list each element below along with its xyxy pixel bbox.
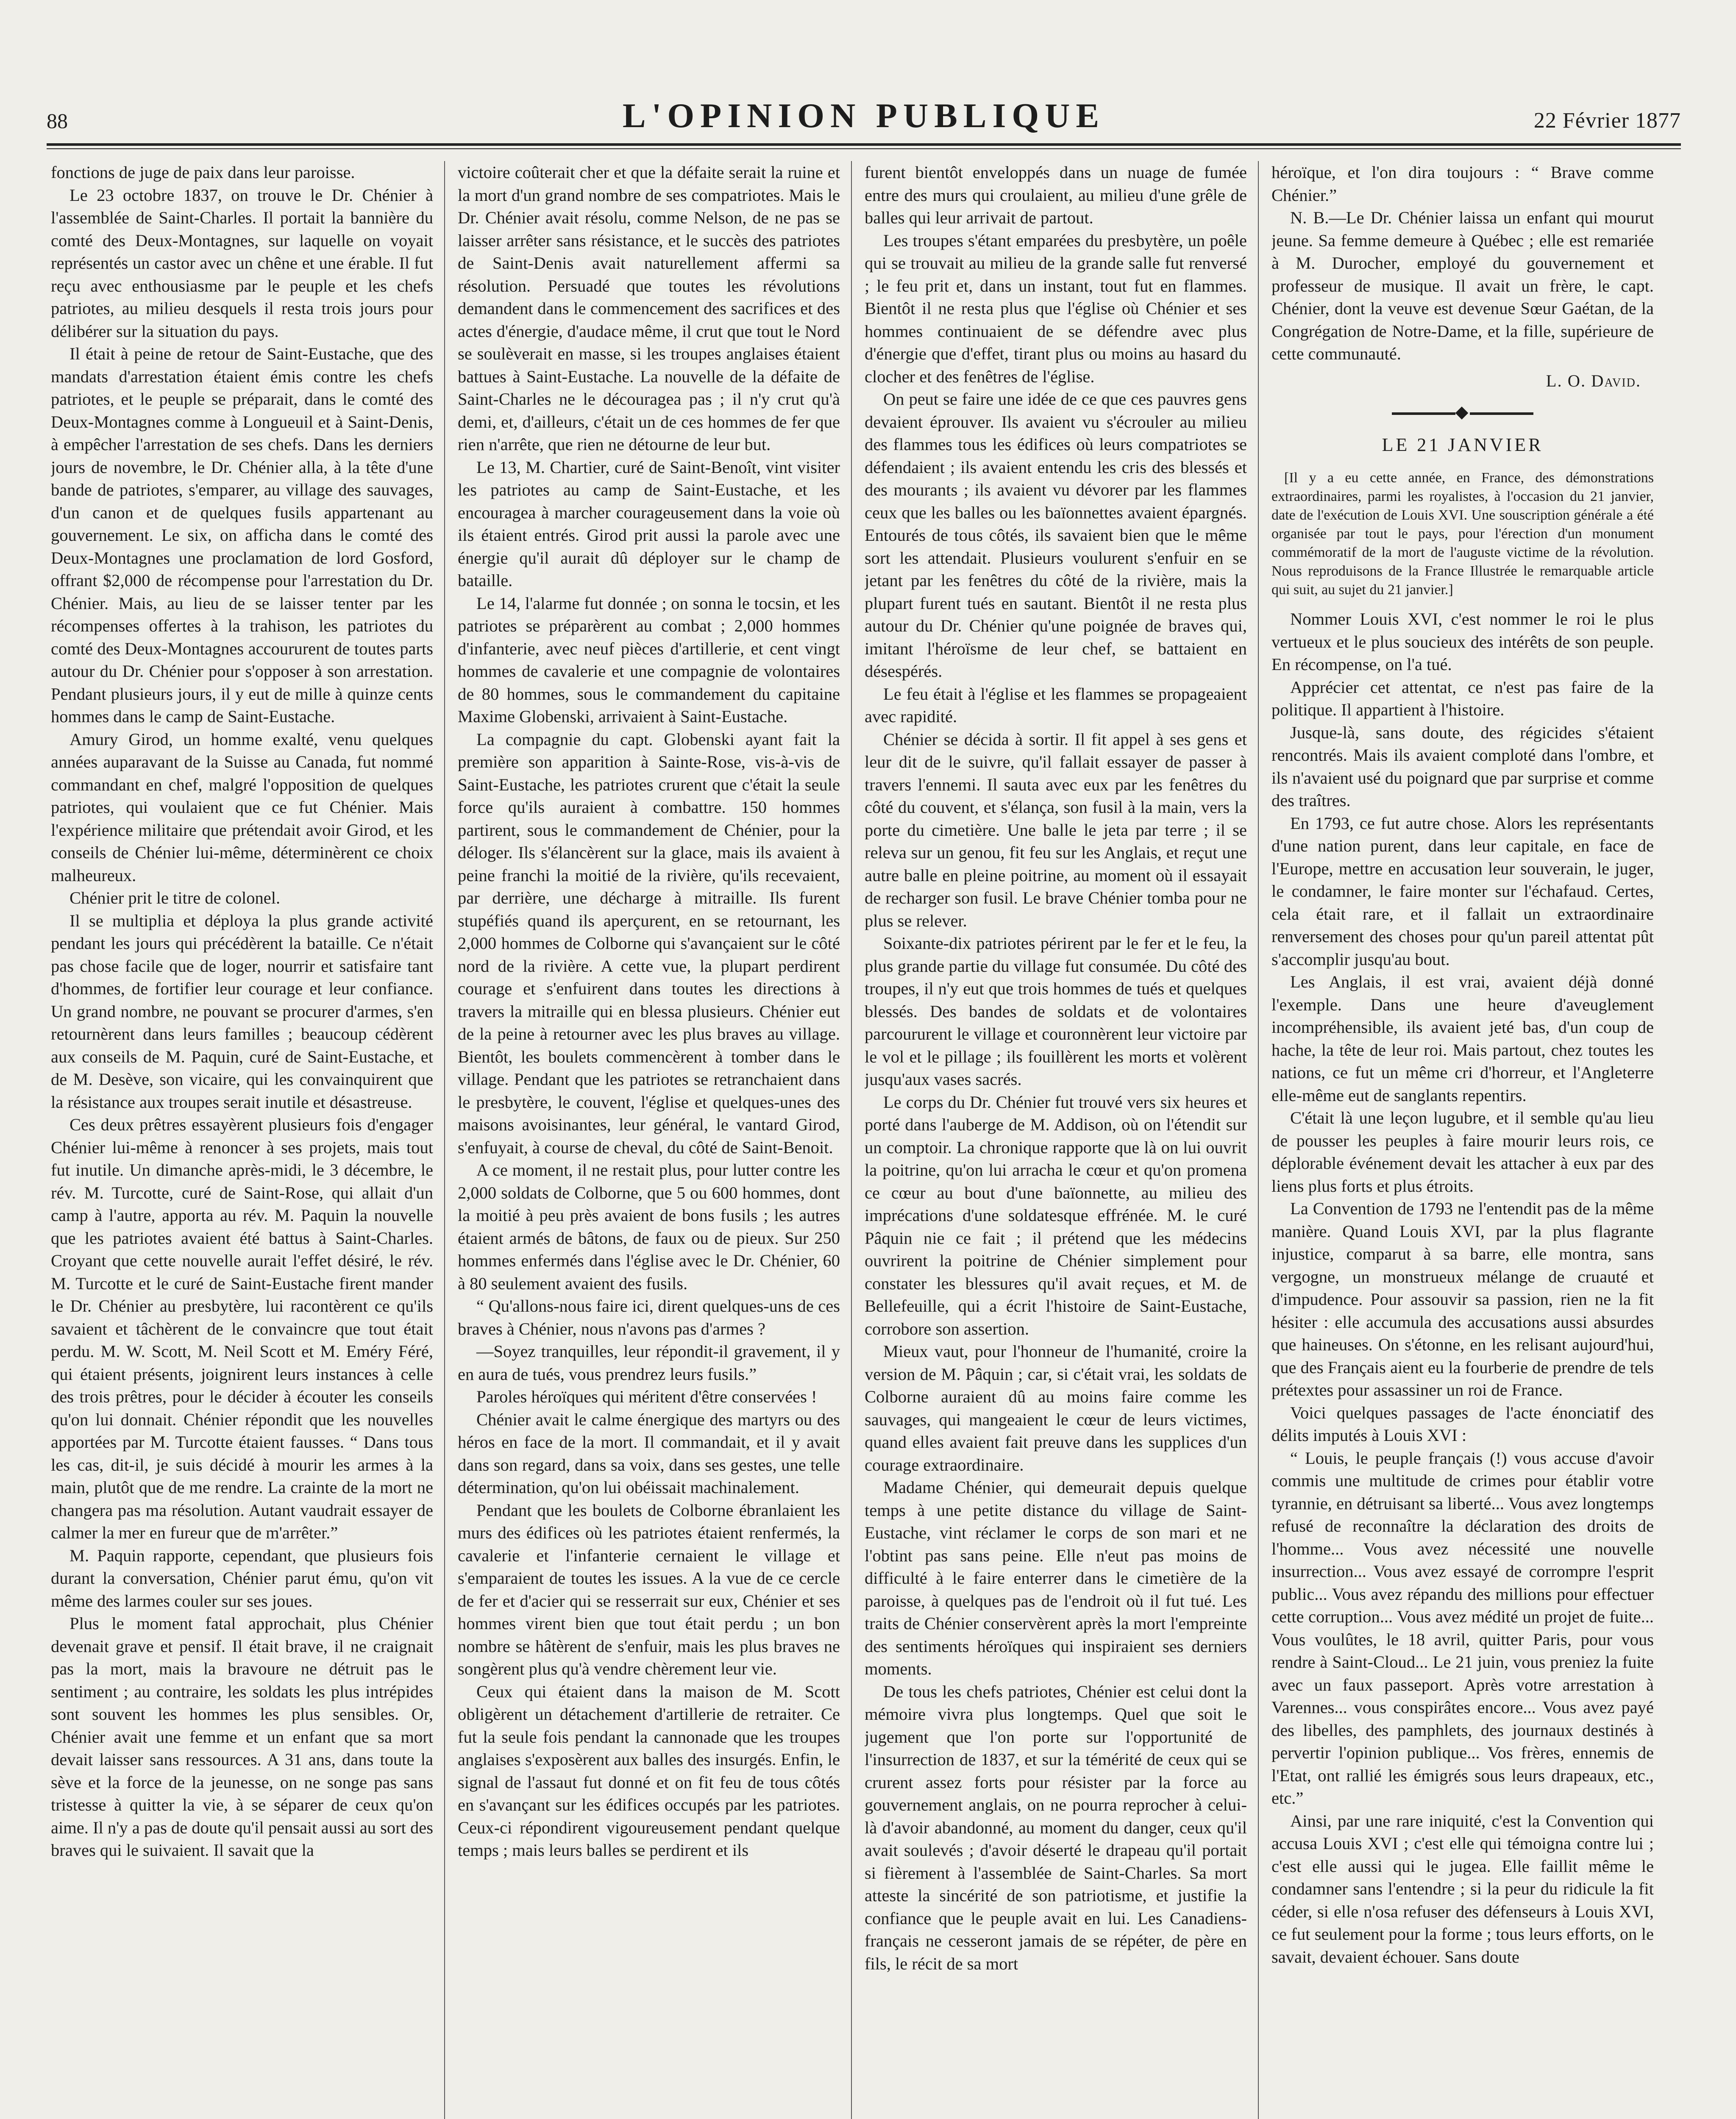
- masthead-title: L'OPINION PUBLIQUE: [622, 96, 1105, 135]
- author-signature: L. O. David.: [1546, 371, 1641, 390]
- paragraph: —Soyez tranquilles, leur répondit-il gravement, il y en aura de tués, vous prendrez leurs fusils.”: [458, 1342, 840, 1384]
- paragraph: M. Paquin rapporte, cependant, que plusieurs fois durant la conversation, Chénier parut ému, qu'on vit même des larmes couler sur ses joues.: [51, 1546, 433, 1610]
- paragraph: Ceux qui étaient dans la maison de M. Scott obligèrent un détachement d'artillerie de retraiter. Ce fut la seule fois pendant la cannonade que les troupes anglaises s'exposèrent aux balles des insurgés. Enfin, le signal de l'assaut fut donné et on fit feu de tous côtés en s'avançant sur les édifices occupés par les patriotes. Ceux-ci répondirent vigoureusement pendant quelque temps ; mais leurs balles se perdirent et ils: [458, 1682, 840, 1860]
- paragraph: “ Qu'allons-nous faire ici, dirent quelques-uns de ces braves à Chénier, nous n'avons pas d'armes ?: [458, 1296, 840, 1338]
- paragraph: Chénier se décida à sortir. Il fit appel à ses gens et leur dit de le suivre, qu'il fallait essayer de passer à travers l'ennemi. Il sauta avec eux par les fenêtres du côté du couvent, et s'élança, son fusil à la main, vers la porte du cimetière. Une balle le jeta par terre ; il se releva sur un genou, fit feu sur les Anglais, et reçut une autre balle en pleine poitrine, au moment où il essayait de recharger son fusil. Le brave Chénier tomba pour ne plus se relever.: [865, 729, 1247, 930]
- page-number: 88: [47, 109, 68, 133]
- editor-note-text: [Il y a eu cette année, en France, des démonstrations extraordinaires, parmi les royalistes, à l'occasion du 21 janvier, date de l'exécution de Louis XVI. Une souscription générale a été organisée par tout le pays, pour l'érection d'un monument commémoratif de la mort de l'auguste victime de la révolution. Nous reproduisons de la France Illustrée le remarquable article qui suit, au sujet du 21 janvier.]: [1271, 470, 1654, 598]
- paragraph: Il était à peine de retour de Saint-Eustache, que des mandats d'arrestation étaient émis contre les chefs patriotes, et le peuple se préparait, dans le comté des Deux-Montagnes comme à Longueuil et à Saint-Denis, à empêcher l'arrestation de ses chefs. Dans les derniers jours de novembre, le Dr. Chénier alla, à la tête d'une bande de patriotes, s'emparer, au village des sauvages, d'un canon et de quelques fusils appartenant au gouvernement. Le six, on afficha dans le comté des Deux-Montagnes une proclamation de lord Gosford, offrant $2,000 de récompense pour l'arrestation du Dr. Chénier. Mais, au lieu de se laisser tenter par les récompenses offertes à la trahison, les patriotes du comté des Deux-Montagnes accoururent de toutes parts autour du Dr. Chénier pour s'opposer à son arrestation. Pendant plusieurs jours, il y eut de mille à quinze cents hommes dans le camp de Saint-Eustache.: [51, 344, 433, 726]
- section-ornament: ◆: [1271, 400, 1654, 423]
- paragraph: Le feu était à l'église et les flammes se propageaient avec rapidité.: [865, 684, 1247, 726]
- paragraph: Les Anglais, il est vrai, avaient déjà donné l'exemple. Dans une heure d'aveuglement incompréhensible, ils avaient jeté bas, d'un coup de hache, la tête de leur roi. Mais partout, chez toutes les nations, ce fut un même cri d'horreur, et l'Angleterre elle-même eut de sanglants repentirs.: [1271, 972, 1654, 1105]
- editor-note: [1271, 469, 1654, 599]
- paragraph: Apprécier cet attentat, ce n'est pas faire de la politique. Il appartient à l'histoire.: [1271, 677, 1654, 719]
- paragraph: La compagnie du capt. Globenski ayant fait la première son apparition à Sainte-Rose, vis-à-vis de Saint-Eustache, les patriotes crurent que c'était la seule force qu'ils auraient à combattre. 150 hommes partirent, sous le commandement de Chénier, pour la déloger. Ils s'élancèrent sur la glace, mais ils avaient à peine franchi la moitié de la rivière, qu'ils recevaient, par derrière, une décharge à mitraille. Ils furent stupéfiés quand ils aperçurent, en se retournant, les 2,000 hommes de Colborne qui s'avançaient sur le côté nord de la rivière. A cette vue, la plupart perdirent courage et s'enfuirent dans toutes les directions à travers la mitraille qui en blessa plusieurs. Chénier eut de la peine à retourner avec les plus braves au village. Bientôt, les boulets commencèrent à tomber dans le village. Pendant que les patriotes se retranchaient dans le presbytère, le couvent, l'église et quelques-unes des maisons avoisinantes, leur général, le vantard Girod, s'enfuyait, à course de cheval, du côté de Saint-Benoit.: [458, 729, 840, 1157]
- paragraph: Nommer Louis XVI, c'est nommer le roi le plus vertueux et le plus soucieux des intérêts de son peuple. En récompense, on l'a tué.: [1271, 609, 1654, 674]
- page-header: [47, 89, 1681, 136]
- section-title: LE 21 JANVIER: [1382, 434, 1544, 455]
- paragraph: Jusque-là, sans doute, des régicides s'étaient rencontrés. Mais ils avaient comploté dans l'ombre, et ils n'avaient usé du poignard que par surprise et comme des traîtres.: [1271, 723, 1654, 810]
- header-rule: [47, 143, 1681, 146]
- column-2: [458, 161, 840, 2119]
- paragraph: En 1793, ce fut autre chose. Alors les représentants d'une nation purent, dans leur capitale, en face de l'Europe, mettre en accusation leur souverain, le juger, le condamner, le faire monter sur l'échafaud. Certes, cela était rare, et il fallait un extraordinaire renversement des choses pour qu'un pareil attentat pût s'accomplir jusqu'au bout.: [1271, 813, 1654, 969]
- paragraph: Voici quelques passages de l'acte énonciatif des délits imputés à Louis XVI :: [1271, 1403, 1654, 1445]
- paragraph: La Convention de 1793 ne l'entendit pas de la même manière. Quand Louis XVI, par la plus flagrante injustice, comparut à sa barre, elle montra, sans vergogne, un monstrueux mélange de cruauté et d'impudence. Pour assouvir sa passion, rien ne la fit hésiter : elle accumula des accusations aussi absurdes que haineuses. On s'étonne, en les relisant aujourd'hui, que des Français aient eu la fourberie de prendre de tels prétextes pour assassiner un roi de France.: [1271, 1199, 1654, 1399]
- paragraph: Ainsi, par une rare iniquité, c'est la Convention qui accusa Louis XVI ; c'est elle qui témoigna contre lui ; c'est elle aussi qui le jugea. Elle faillit même le condamner sans l'entendre ; si la peur du ridicule la fit céder, si elle n'osa refuser des défenseurs à Louis XVI, ce fut seulement pour la forme ; tous leurs efforts, on le savait, devaient échouer. Sans doute: [1271, 1811, 1654, 1966]
- paragraph: Amury Girod, un homme exalté, venu quelques années auparavant de la Suisse au Canada, fut nommé commandant en chef, malgré l'opposition de quelques patriotes, qui voulaient que ce fut Chénier. Mais l'expérience militaire que prétendait avoir Girod, et les conseils de Chénier lui-même, déterminèrent ce choix malheureux.: [51, 729, 433, 885]
- column-divider: [1258, 161, 1259, 2119]
- paragraph: héroïque, et l'on dira toujours : “ Brave comme Chénier.”: [1271, 163, 1654, 205]
- paragraph: Le corps du Dr. Chénier fut trouvé vers six heures et porté dans l'auberge de M. Addison, où on l'étendit sur un comptoir. La chronique rapporte que là on lui ouvrit la poitrine, qu'on lui arracha le cœur et qu'on promena ce cœur au bout d'une baïonnette, au milieu des imprécations d'une soldatesque effrénée. M. le curé Pâquin nie ce fait ; il prétend que les médecins ouvrirent la poitrine de Chénier simplement pour constater les blessures qu'il avait reçues, et M. de Bellefeuille, qui a écrit l'histoire de Saint-Eustache, corrobore son assertion.: [865, 1092, 1247, 1338]
- paragraph: Les troupes s'étant emparées du presbytère, un poêle qui se trouvait au milieu de la grande salle fut renversé ; le feu prit et, dans un instant, tout fut en flammes. Bientôt il ne resta plus que l'église où Chénier et ses hommes continuaient de se défendre avec plus d'énergie que d'effet, tirant plus ou moins au hasard du clocher et des fenêtres de l'église.: [865, 231, 1247, 386]
- paragraph: Chénier avait le calme énergique des martyrs ou des héros en face de la mort. Il commandait, et il y avait dans son regard, dans sa voix, dans ses gestes, une telle détermination, qu'on lui obéissait machinalement.: [458, 1410, 840, 1497]
- column-3: [865, 161, 1247, 2119]
- column-divider: [444, 161, 445, 2119]
- header-rule-thin: [47, 148, 1681, 149]
- paragraph: N. B.—Le Dr. Chénier laissa un enfant qui mourut jeune. Sa femme demeure à Québec ; elle est remariée à M. Durocher, employé du gouvernement et professeur de musique. Il avait un frère, le capt. Chénier, dont la veuve est devenue Sœur Gaétan, de la Congrégation de Notre-Dame, et la fille, supérieure de cette communauté.: [1271, 208, 1654, 363]
- paragraph: Ces deux prêtres essayèrent plusieurs fois d'engager Chénier lui-même à renoncer à ses projets, mais tout fut inutile. Un dimanche après-midi, le 3 décembre, le rév. M. Turcotte, curé de Saint-Rose, qui allait d'un camp à l'autre, apporta au rév. M. Paquin la nouvelle que les patriotes avaient été battus à Saint-Charles. Croyant que cette nouvelle aurait l'effet désiré, le rév. M. Turcotte et le curé de Saint-Eustache firent mander le Dr. Chénier au presbytère, lui racontèrent ce qu'ils savaient et tâchèrent de le convaincre que tout était perdu. M. W. Scott, M. Neil Scott et M. Eméry Féré, qui étaient présents, joignirent leurs instances à celle des trois prêtres, pour le décider à écouter les conseils qu'on lui donnait. Chénier répondit que les nouvelles apportées par M. Turcotte étaient fausses. “ Dans tous les cas, dit-il, je suis décidé à mourir les armes à la main, plutôt que de me rendre. La crainte de la mort ne changera pas ma résolution. Autant vaudrait essayer de calmer la mer en fureur que de m'arrêter.”: [51, 1115, 433, 1542]
- issue-date: 22 Février 1877: [1533, 108, 1681, 133]
- paragraph: Mieux vaut, pour l'honneur de l'humanité, croire la version de M. Pâquin ; car, si c'était vrai, les soldats de Colborne auraient dû au moins faire comme les sauvages, qui mangeaient le cœur de leurs victimes, quand elles avaient fait preuve dans les supplices d'un courage extraordinaire.: [865, 1342, 1247, 1474]
- paragraph: Pendant que les boulets de Colborne ébranlaient les murs des édifices où les patriotes étaient renfermés, la cavalerie et l'infanterie cernaient le village et s'emparaient de toutes les issues. A la vue de ce cercle de fer et d'acier qui se resserrait sur eux, Chénier et ses hommes virent bien que tout était perdu ; un bon nombre se hâtèrent de s'enfuir, mais les plus braves ne songèrent plus qu'à vendre chèrement leur vie.: [458, 1500, 840, 1678]
- paragraph: De tous les chefs patriotes, Chénier est celui dont la mémoire vivra plus longtemps. Quel que soit le jugement que l'on porte sur l'opportunité de l'insurrection de 1837, et sur la témérité de ceux qui se crurent assez forts pour résister par la force au gouvernement anglais, on ne pourra reprocher à celui-là d'avoir abandonné, au moment du danger, ceux qu'il avait soulevés ; d'avoir déserté le drapeau qu'il portait si fièrement à l'assemblée de Saint-Charles. Sa mort atteste la sincérité de son patriotisme, et justifie la confiance que le peuple avait en lui. Les Canadiens-français ne cesseront jamais de se répéter, de père en fils, le récit de sa mort: [865, 1682, 1247, 1973]
- paragraph: “ Louis, le peuple français (!) vous accuse d'avoir commis une multitude de crimes pour établir votre tyrannie, en détruisant sa liberté... Vous avez longtemps refusé de reconnaître la déclaration des droits de l'homme... Vous avez nécessité une nouvelle insurrection... Vous avez essayé de corrompre l'esprit public... Vous avez répandu des millions pour effectuer cette corruption... Vous avez médité un projet de fuite... Vous voulûtes, le 18 avril, quitter Paris, pour vous rendre à Saint-Cloud... Le 21 juin, vous preniez la fuite avec un faux passeport. Après votre arrestation à Varennes... vous conspirâtes encore... Vous avez payé des libelles, des pamphlets, des journaux destinés à pervertir l'opinion publique... Vos frères, ennemis de l'Etat, ont rallié les émigrés sous leurs drapeaux, etc., etc.”: [1271, 1448, 1654, 1808]
- paragraph: Chénier prit le titre de colonel.: [70, 888, 281, 907]
- paragraph: Il se multiplia et déploya la plus grande activité pendant les jours qui précédèrent la bataille. Ce n'était pas chose facile que de loger, nourrir et satisfaire tant d'hommes, de fortifier leur courage et leur confiance. Un grand nombre, ne pouvant se procurer d'armes, s'en retournèrent dans leurs familles ; beaucoup cédèrent aux conseils de M. Paquin, curé de Saint-Eustache, et de M. Desève, son vicaire, qui les convainquirent que la résistance aux troupes serait inutile et désastreuse.: [51, 911, 433, 1112]
- paragraph: Plus le moment fatal approchait, plus Chénier devenait grave et pensif. Il était brave, il ne craignait pas la mort, mais la bravoure ne détruit pas le sentiment ; au contraire, les soldats les plus intrépides sont souvent les hommes les plus sensibles. Or, Chénier avait une femme et un enfant que sa mort devait laisser sans ressources. A 31 ans, dans toute la sève et la force de la jeunesse, on ne songe pas sans tristesse à quitter la vie, à se séparer de ceux qu'on aime. Il n'y a pas de doute qu'il pensait aussi au sort des braves qui le suivaient. Il savait que la: [51, 1614, 433, 1860]
- paragraph: fonctions de juge de paix dans leur paroisse.: [51, 163, 355, 182]
- paragraph: Le 14, l'alarme fut donnée ; on sonna le tocsin, et les patriotes se préparèrent au combat ; 2,000 hommes d'infanterie, avec neuf pièces d'artillerie, et cent vingt hommes de cavalerie et une compagnie de volontaires de 80 hommes, sous le commandement du capitaine Maxime Globenski, arrivaient à Saint-Eustache.: [458, 593, 840, 726]
- paragraph: Madame Chénier, qui demeurait depuis quelque temps à une petite distance du village de Saint-Eustache, vint réclamer le corps de son mari et ne l'obtint pas sans peine. Elle n'eut pas moins de difficulté à le faire enterrer dans le cimetière de la paroisse, à quelques pas de l'endroit où il fut tué. Les traits de Chénier conservèrent après la mort l'empreinte des sentiments héroïques qui inspiraient ses derniers moments.: [865, 1478, 1247, 1678]
- paragraph: C'était là une leçon lugubre, et il semble qu'au lieu de pousser les peuples à faire mourir leurs rois, ce déplorable événement devait les attacher à eux par des liens plus forts et plus étroits.: [1271, 1108, 1654, 1196]
- paragraph: victoire coûterait cher et que la défaite serait la ruine et la mort d'un grand nombre de ses compatriotes. Mais le Dr. Chénier avait résolu, comme Nelson, de ne pas se laisser arrêter sans résistance, et le succès des patriotes de Saint-Denis avait naturellement affermi sa résolution. Persuadé que toutes les révolutions demandent dans le commencement des sacrifices et des actes d'énergie, d'audace même, il crut que tout le Nord se soulèverait en masse, si les troupes anglaises étaient battues à Saint-Eustache. La nouvelle de la défaite de Saint-Charles ne le découragea pas ; il n'y crut qu'à demi, et, d'ailleurs, c'était un de ces hommes de fer que rien n'arrête, que rien ne détourne de leur but.: [458, 163, 840, 454]
- paragraph: A ce moment, il ne restait plus, pour lutter contre les 2,000 soldats de Colborne, que 5 ou 600 hommes, dont la moitié à peu près avaient de bons fusils ; les autres étaient armés de bâtons, de faux ou de pieux. Sur 250 hommes enfermés dans l'église avec le Dr. Chénier, 60 à 80 seulement avaient des fusils.: [458, 1160, 840, 1293]
- paragraph: On peut se faire une idée de ce que ces pauvres gens devaient éprouver. Ils avaient vu s'écrouler au milieu des flammes tous les édifices où leurs compatriotes se défendaient ; ils avaient entendu les cris des blessés et des mourants ; ils avaient vu dévorer par les flammes ceux que les balles ou les baïonnettes avaient épargnés. Entourés de tous côtés, ils savaient bien que le même sort les attendait. Plusieurs voulurent s'enfuir en se jetant par les fenêtres du côté de la rivière, mais la plupart furent tués en sautant. Bientôt il ne resta plus autour du Dr. Chénier qu'une poignée de braves qui, imitant l'héroïsme de leur chef, se battaient en désespérés.: [865, 389, 1247, 681]
- paragraph: furent bientôt enveloppés dans un nuage de fumée entre des murs qui croulaient, au milieu d'une grêle de balles qui leur arrivait de partout.: [865, 163, 1247, 227]
- paragraph: Le 23 octobre 1837, on trouve le Dr. Chénier à l'assemblée de Saint-Charles. Il portait la bannière du comté des Deux-Montagnes, sur laquelle on voyait représentés un castor avec un chêne et une érable. Il fut reçu avec enthousiasme par le peuple et les chefs patriotes, au milieu desquels il resta trois jours pour délibérer sur la situation du pays.: [51, 185, 433, 341]
- column-divider: [851, 161, 852, 2119]
- column-4: [1271, 161, 1654, 2119]
- paragraph: Le 13, M. Chartier, curé de Saint-Benoît, vint visiter les patriotes au camp de Saint-Eustache, et les encouragea à marcher courageusement dans la voie où ils étaient entrés. Girod prit aussi la parole avec une énergie qu'il aurait dû déployer sur le champ de bataille.: [458, 457, 840, 590]
- paragraph: Paroles héroïques qui méritent d'être conservées !: [476, 1387, 817, 1406]
- paragraph: Soixante-dix patriotes périrent par le fer et le feu, la plus grande partie du village fut consumée. Du côté des troupes, il n'y eut que trois hommes de tués et quelques blessés. Des bandes de soldats et de volontaires parcoururent le village et couronnèrent leur victoire par le vol et le pillage ; ils fouillèrent les morts et volèrent jusqu'aux vases sacrés.: [865, 934, 1247, 1089]
- column-1: [51, 161, 433, 2119]
